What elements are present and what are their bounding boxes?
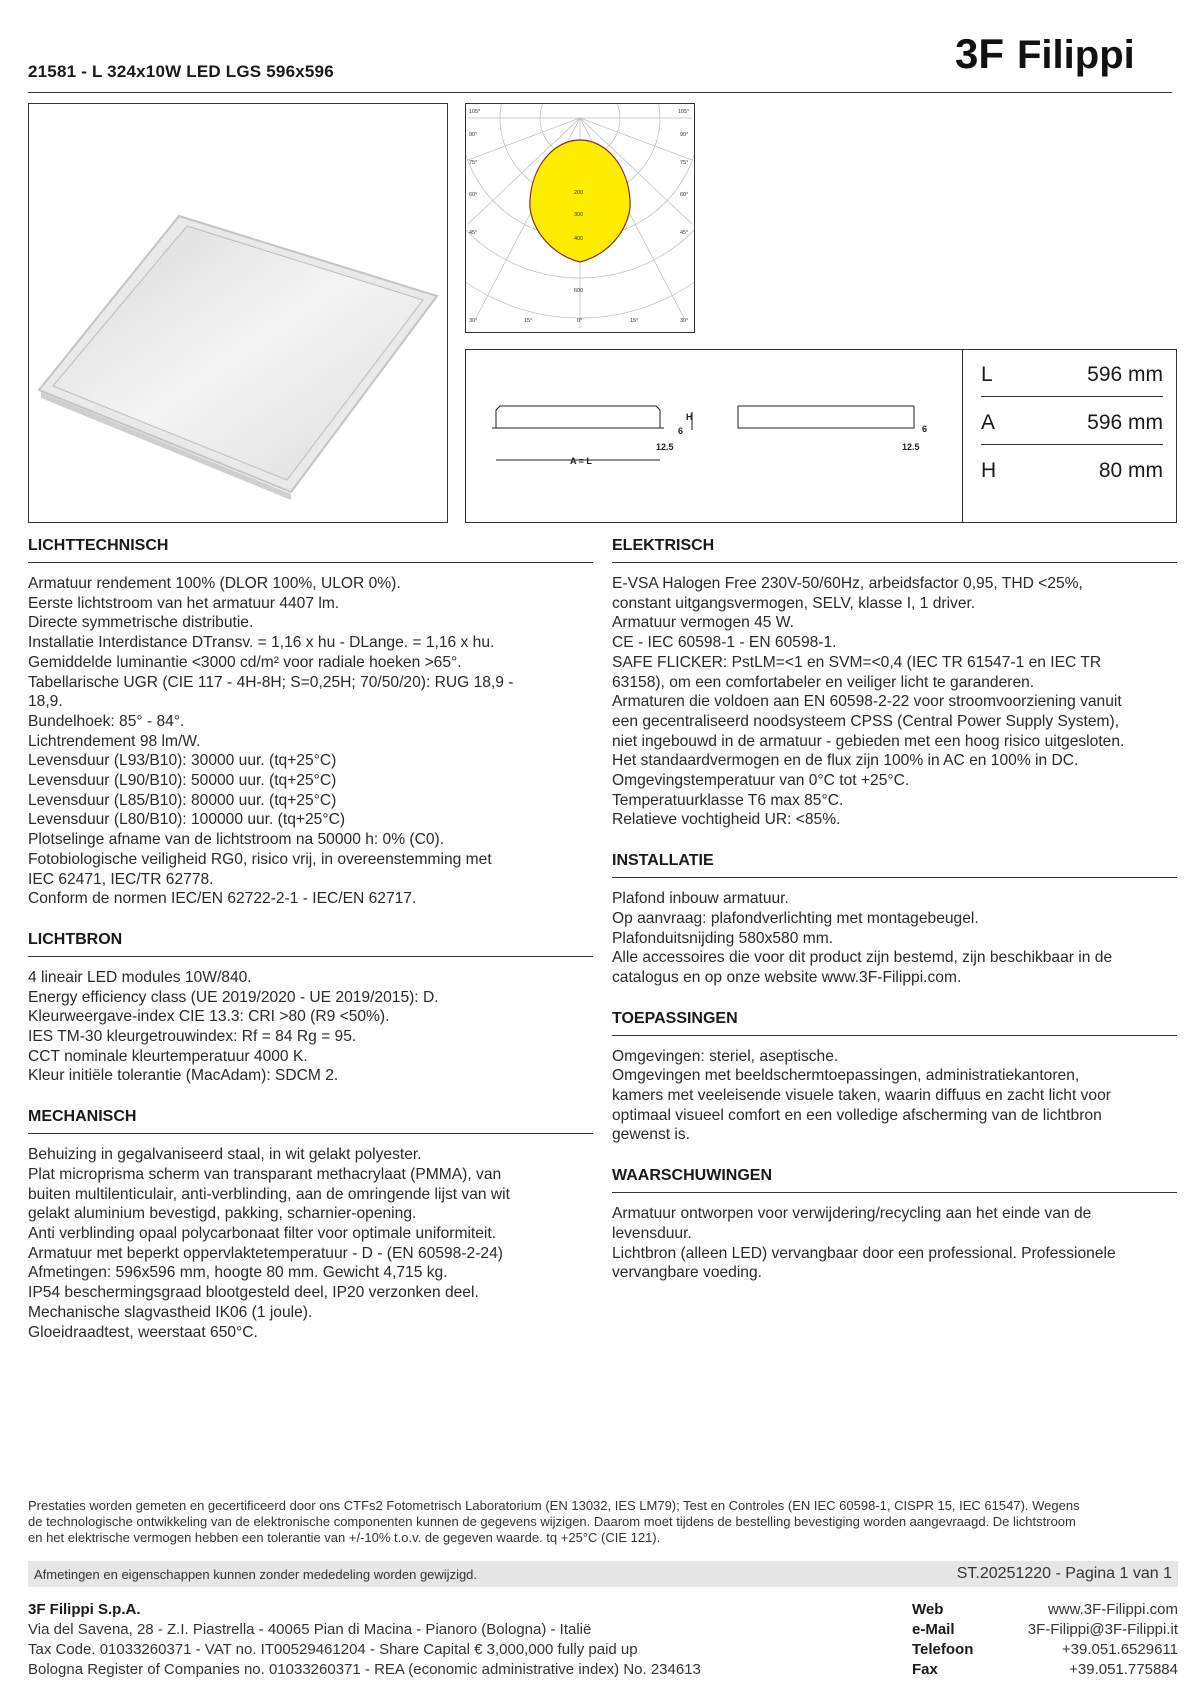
dimension-value: 596 mm <box>1087 411 1163 434</box>
spec-line: 63158), om een comfortabeler en veiliger licht te garanderen. <box>612 673 1035 691</box>
angle-label: 90° <box>469 132 478 138</box>
radial-label: 400 <box>574 236 584 242</box>
spec-line: E-VSA Halogen Free 230V-50/60Hz, arbeidsfactor 0,95, THD <25%, <box>612 575 1083 592</box>
spec-line: CE - IEC 60598-1 - EN 60598-1. <box>612 634 837 652</box>
angle-label: 45° <box>680 230 689 236</box>
section-body <box>28 957 593 1105</box>
spec-line: niet ingebouwd in de armatuur - gebieden met een hoog risico uitgesloten. <box>612 732 1125 750</box>
dimension-value: 596 mm <box>1087 363 1163 386</box>
radial-label: 200 <box>574 190 584 196</box>
section-title: ELEKTRISCH <box>612 534 1177 563</box>
section-elektrisch <box>612 534 1177 849</box>
spec-line: Behuizing in gegalvaniseerd staal, in wit gelakt polyester. <box>28 1146 422 1164</box>
spec-line: gelakt aluminium bevestigd, pakking, scharnier-opening. <box>28 1205 417 1223</box>
contact-row <box>912 1600 1178 1620</box>
spec-line: Directe symmetrische distributie. <box>28 614 254 632</box>
section-title: LICHTTECHNISCH <box>28 534 593 563</box>
spec-line: Omgevingen: steriel, aseptische. <box>612 1047 839 1065</box>
section-mechanisch <box>28 1105 593 1361</box>
spec-line: Conform de normen IEC/EN 62722-2-1 - IEC/EN 62717. <box>28 890 417 908</box>
section-toepassingen <box>612 1007 1177 1165</box>
section-title: WAARSCHUWINGEN <box>612 1164 1177 1193</box>
spec-line: Temperatuurklasse T6 max 85°C. <box>612 791 844 809</box>
spec-line: Fotobiologische veiligheid RG0, risico vrij, in overeenstemming met <box>28 850 492 868</box>
left-column <box>28 534 593 1361</box>
product-photo <box>28 103 448 523</box>
spec-line: Mechanische slagvastheid IK06 (1 joule). <box>28 1303 313 1321</box>
spec-line: Lichtrendement 98 lm/W. <box>28 732 201 750</box>
angle-label: 0° <box>577 318 583 324</box>
fax-value: +39.051.775884 <box>1069 1661 1178 1678</box>
spec-line: Bundelhoek: 85° - 84°. <box>28 712 185 730</box>
company-tax: Tax Code. 01033260371 - VAT no. IT00529461204 - Share Capital € 3,000,000 fully paid up <box>28 1641 638 1658</box>
spec-line: Omgevingen met beeldschermtoepassingen, administratiekantoren, <box>612 1067 1080 1085</box>
contact-row <box>912 1660 1178 1680</box>
section-body <box>612 878 1177 1007</box>
height-label: H <box>686 412 693 422</box>
logo-wordmark: Filippi <box>1017 33 1135 77</box>
dim-label: 6 <box>922 424 928 434</box>
company-address: Via del Savena, 28 - Z.I. Piastrella - 40065 Pian di Macina - Pianoro (Bologna) - Italië <box>28 1621 592 1638</box>
notice-text: Afmetingen en eigenschappen kunnen zonder mededeling worden gewijzigd. <box>34 1567 478 1582</box>
spec-line: Gloeidraadtest, weerstaat 650°C. <box>28 1323 258 1341</box>
spec-line: vervangbare voeding. <box>612 1264 762 1282</box>
spec-line: IEC 62471, IEC/TR 62778. <box>28 870 214 888</box>
company-name: 3F Filippi S.p.A. <box>28 1601 141 1618</box>
spec-line: kamers met veeleisende visuele taken, waarin diffuus en zacht licht voor <box>612 1087 1111 1105</box>
angle-label: 30° <box>680 318 689 324</box>
contact-key: Telefoon <box>912 1641 974 1658</box>
spec-line: Relatieve vochtigheid UR: <85%. <box>612 811 841 829</box>
section-body <box>612 563 1177 849</box>
title-divider <box>28 92 1172 93</box>
spec-line: constant uitgangsvermogen, SELV, klasse I, 1 driver. <box>612 594 976 612</box>
angle-label: 15° <box>630 318 639 324</box>
spec-line: 4 lineair LED modules 10W/840. <box>28 968 252 986</box>
dimension-key: L <box>981 363 993 386</box>
spec-line: Omgevingstemperatuur van 0°C tot +25°C. <box>612 772 910 790</box>
logo-mark: 3F <box>955 30 1005 77</box>
dimension-row <box>981 397 1163 445</box>
section-installatie <box>612 849 1177 1007</box>
section-title: TOEPASSINGEN <box>612 1007 1177 1036</box>
phone-value: +39.051.6529611 <box>1061 1641 1178 1658</box>
brand-logo <box>955 28 1170 78</box>
spec-line: Installatie Interdistance DTransv. = 1,16 x hu - DLange. = 1,16 x hu. <box>28 634 495 652</box>
web-link[interactable]: www.3F-Filippi.com <box>1047 1601 1178 1618</box>
spec-line: optimaal visueel comfort en een volledige afscherming van de lichtbron <box>612 1106 1102 1124</box>
spec-line: Armatuur rendement 100% (DLOR 100%, ULOR 0%). <box>28 575 401 592</box>
spec-line: Armaturen die voldoen aan EN 60598-2-22 voor stroomvoorziening vanuit <box>612 693 1122 711</box>
spec-line: Armatuur ontworpen voor verwijdering/recycling aan het einde van de <box>612 1205 1092 1223</box>
notice-bar <box>28 1561 1178 1587</box>
disclaimer <box>28 1498 1178 1546</box>
dimensions-table <box>962 349 1177 523</box>
spec-line: een gecentraliseerd noodsysteem CPSS (Central Power Supply System), <box>612 712 1120 730</box>
spec-line: Tabellarische UGR (CIE 117 - 4H-8H; S=0,25H; 70/50/20): RUG 18,9 - <box>28 673 514 691</box>
angle-label: 90° <box>680 132 689 138</box>
spec-line: Armatuur vermogen 45 W. <box>612 614 795 632</box>
section-body <box>28 563 593 928</box>
spec-line: Eerste lichtstroom van het armatuur 4407 lm. <box>28 594 340 612</box>
spec-line: Levensduur (L85/B10): 80000 uur. (tq+25°C) <box>28 791 337 809</box>
disclaimer-line: Prestaties worden gemeten en gecertificeerd door ons CTFs2 Fotometrisch Laboratorium (EN 13032, IES LM79); Test en Controles (EN IEC 60598-1, CISPR 15, IEC 61547). Wegens <box>28 1498 1080 1513</box>
contact-row <box>912 1640 1178 1660</box>
dimension-value: 80 mm <box>1098 459 1163 482</box>
polar-diagram <box>465 103 695 333</box>
spec-line: Levensduur (L90/B10): 50000 uur. (tq+25°C) <box>28 772 337 790</box>
section-body <box>28 1134 593 1361</box>
spec-line: 18,9. <box>28 693 63 711</box>
angle-label: 75° <box>469 160 478 166</box>
dim-label: 12.5 <box>656 442 674 452</box>
spec-line: Plafond inbouw armatuur. <box>612 890 789 908</box>
section-body <box>612 1036 1177 1165</box>
spec-line: Levensduur (L80/B10): 100000 uur. (tq+25°C) <box>28 811 346 829</box>
dim-label: 6 <box>678 426 684 436</box>
section-lichttechnisch <box>28 534 593 928</box>
angle-label: 60° <box>680 192 689 198</box>
spec-line: catalogus en op onze website www.3F-Filippi.com. <box>612 968 962 986</box>
contact-key: Web <box>912 1601 944 1618</box>
spec-line: Energy efficiency class (UE 2019/2020 - UE 2019/2015): D. <box>28 988 439 1006</box>
contact-info <box>912 1600 1178 1680</box>
company-register: Bologna Register of Companies no. 01033260371 - REA (economic administrative index) No. 234613 <box>28 1661 701 1678</box>
spec-line: Alle accessoires die voor dit product zijn bestemd, zijn beschikbaar in de <box>612 949 1113 967</box>
dimension-row <box>981 349 1163 397</box>
spec-line: Levensduur (L93/B10): 30000 uur. (tq+25°C) <box>28 752 337 770</box>
spec-line: levensduur. <box>612 1224 692 1242</box>
spec-line: Kleurweergave-index CIE 13.3: CRI >80 (R9 <50%). <box>28 1008 390 1026</box>
angle-label: 15° <box>524 318 533 324</box>
spec-line: IES TM-30 kleurgetrouwindex: Rf = 84 Rg = 95. <box>28 1028 357 1046</box>
contact-key: e-Mail <box>912 1621 955 1638</box>
spec-line: Armatuur met beperkt oppervlaktetemperatuur - D - (EN 60598-2-24) <box>28 1244 503 1262</box>
dimension-key: H <box>981 459 997 482</box>
page-info: ST.20251220 - Pagina 1 van 1 <box>956 1565 1172 1582</box>
section-title: MECHANISCH <box>28 1105 593 1134</box>
document-title: 21581 - L 324x10W LED LGS 596x596 <box>28 62 334 81</box>
width-label: A = L <box>570 456 592 466</box>
spec-line: IP54 beschermingsgraad blootgesteld deel, IP20 verzonken deel. <box>28 1284 479 1302</box>
radial-label: 600 <box>574 288 584 294</box>
spec-line: Plafonduitsnijding 580x580 mm. <box>612 929 834 947</box>
company-info <box>28 1600 701 1680</box>
angle-label: 45° <box>469 230 478 236</box>
section-title: INSTALLATIE <box>612 849 1177 878</box>
spec-line: Afmetingen: 596x596 mm, hoogte 80 mm. Gewicht 4,715 kg. <box>28 1264 448 1282</box>
spec-line: Plat microprisma scherm van transparant methacrylaat (PMMA), van <box>28 1165 502 1183</box>
angle-label: 75° <box>680 160 689 166</box>
disclaimer-line: en het elektrische vermogen hebben een tolerantie van +/-10% t.o.v. de gegeven waarde. tq +25°C (CIE 121). <box>28 1530 661 1545</box>
section-lichtbron <box>28 928 593 1105</box>
dimension-row <box>981 445 1163 493</box>
section-body <box>612 1193 1177 1302</box>
angle-label: 105° <box>469 109 481 115</box>
angle-label: 30° <box>469 318 478 324</box>
spec-line: buiten multilenticulair, anti-verblinding, aan de omringende lijst van wit <box>28 1185 510 1203</box>
dim-label: 12.5 <box>902 442 920 452</box>
spec-line: Kleur initiële tolerantie (MacAdam): SDCM 2. <box>28 1067 339 1085</box>
spec-line: Lichtbron (alleen LED) vervangbaar door een professional. Professionele <box>612 1244 1116 1262</box>
email-link[interactable]: 3F-Filippi@3F-Filippi.it <box>1027 1621 1178 1638</box>
spec-line: Gemiddelde luminantie <3000 cd/m² voor radiale hoeken >65°. <box>28 653 462 671</box>
angle-label: 105° <box>678 109 690 115</box>
contact-key: Fax <box>912 1661 938 1678</box>
spec-line: gewenst is. <box>612 1126 691 1144</box>
spec-line: Het standaardvermogen en de flux zijn 100% in AC en 100% in DC. <box>612 752 1079 770</box>
contact-row <box>912 1620 1178 1640</box>
disclaimer-line: de technologische ontwikkeling van de elektronische componenten kunnen de gegevens wijzigen. Daarom moet tijdens de bestelling bevestiging worden aangevraagd. De lichtstroom <box>28 1514 1076 1529</box>
spec-line: Op aanvraag: plafondverlichting met montagebeugel. <box>612 909 979 927</box>
spec-line: Plotselinge afname van de lichtstroom na 50000 h: 0% (C0). <box>28 831 445 849</box>
radial-label: 300 <box>574 212 584 218</box>
light-distribution-curve <box>530 140 630 262</box>
angle-label: 60° <box>469 192 478 198</box>
spec-line: SAFE FLICKER: PstLM=<1 en SVM=<0,4 (IEC TR 61547-1 en IEC TR <box>612 653 1102 671</box>
right-column <box>612 534 1177 1302</box>
section-title: LICHTBRON <box>28 928 593 957</box>
spec-line: CCT nominale kleurtemperatuur 4000 K. <box>28 1047 308 1065</box>
spec-line: Anti verblinding opaal polycarbonaat filter voor optimale uniformiteit. <box>28 1224 497 1242</box>
section-waarschuwingen <box>612 1164 1177 1302</box>
dimension-key: A <box>981 411 996 434</box>
